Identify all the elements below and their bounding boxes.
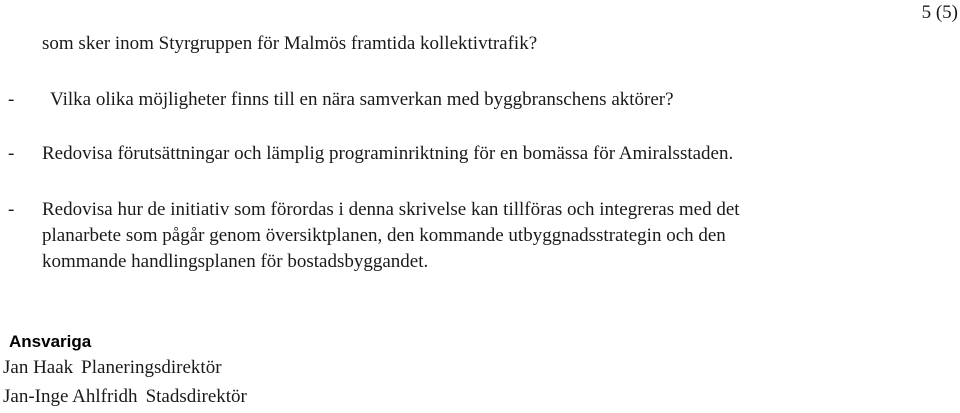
bullet-text: Redovisa förutsättningar och lämplig programinriktning för en bomässa för Amiralsstaden. — [42, 143, 734, 164]
bullet-text: Vilka olika möjligheter finns till en nära samverkan med byggbranschens aktörer? — [50, 89, 674, 110]
intro-continuation: som sker inom Styrgruppen för Malmös framtida kollektivtrafik? — [42, 33, 538, 54]
responsible-heading: Ansvariga — [9, 332, 92, 351]
person-role: Planeringsdirektör — [81, 357, 222, 378]
bullet-dash: - — [8, 143, 15, 164]
person-name: Jan-Inge Ahlfridh — [3, 386, 138, 407]
bullet-dash: - — [8, 199, 15, 220]
bullet-dash: - — [8, 89, 15, 110]
bullet-text-line-1: Redovisa hur de initiativ som förordas i denna skrivelse kan tillföras och integreras med det — [42, 199, 740, 220]
person-name: Jan Haak — [3, 357, 74, 378]
bullet-text-line-2: planarbete som pågår genom översiktplanen, den kommande utbyggnadsstrategin och den — [42, 225, 726, 246]
bullet-text-line-3: kommande handlingsplanen för bostadsbyggandet. — [42, 251, 429, 272]
page-number: 5 (5) — [921, 2, 958, 23]
responsible-person — [3, 356, 222, 380]
person-role: Stadsdirektör — [145, 386, 247, 407]
responsible-person — [3, 385, 247, 409]
